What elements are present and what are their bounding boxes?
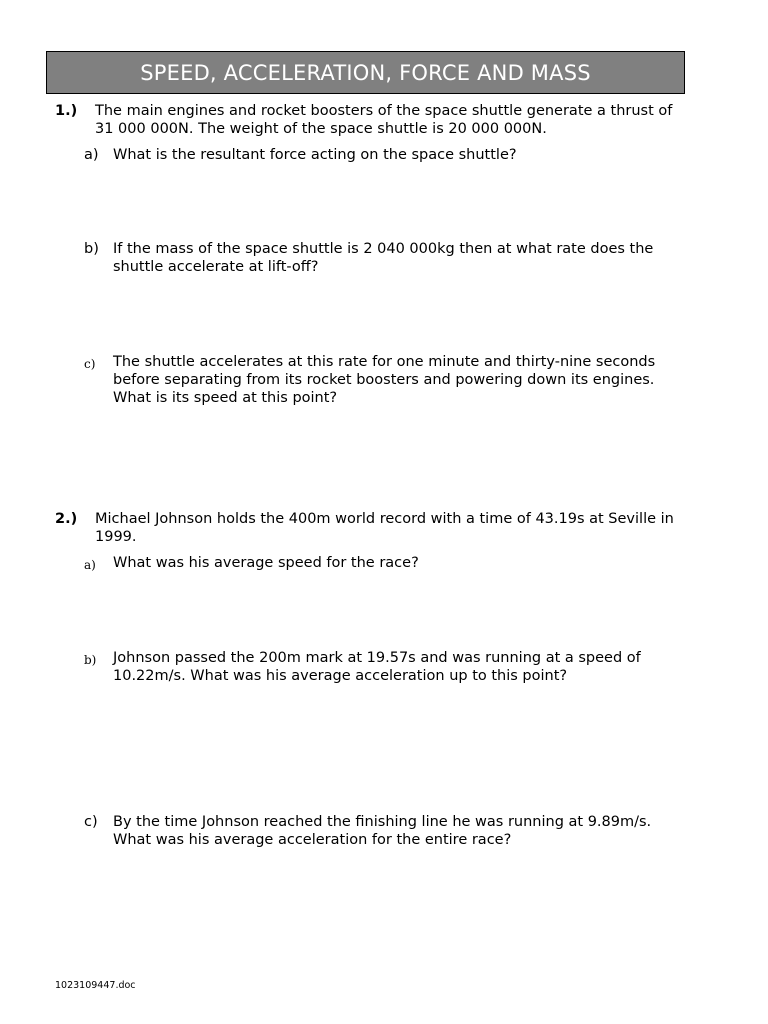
question-text: Michael Johnson holds the 400m world record with a time of 43.19s at Seville in 1999. <box>95 511 674 545</box>
question-1-part-c <box>84 353 684 407</box>
part-label: b) <box>84 653 97 667</box>
part-text: If the mass of the space shuttle is 2 040 000kg then at what rate does the shuttle accelerate at lift-off? <box>113 241 654 275</box>
question-number: 2.) <box>55 511 78 527</box>
part-label: a) <box>84 558 96 572</box>
question-2-part-a <box>84 554 684 572</box>
question-2-part-c <box>84 813 684 849</box>
part-text: What is the resultant force acting on the space shuttle? <box>113 147 517 163</box>
part-label: c) <box>84 357 96 371</box>
question-1 <box>55 102 695 138</box>
part-text: Johnson passed the 200m mark at 19.57s and was running at a speed of 10.22m/s. What was his average acceleration up to this point? <box>113 650 641 684</box>
part-text: By the time Johnson reached the finishing line he was running at 9.89m/s. What was his average acceleration for the entire race? <box>113 814 652 848</box>
question-1-part-b <box>84 240 684 276</box>
part-label: a) <box>84 147 99 163</box>
question-2-part-b <box>84 649 684 685</box>
question-text: The main engines and rocket boosters of the space shuttle generate a thrust of 31 000 000N. The weight of the space shuttle is 20 000 000N. <box>95 103 673 137</box>
question-2 <box>55 510 695 546</box>
part-text: What was his average speed for the race? <box>113 555 419 571</box>
question-1-part-a <box>84 146 684 164</box>
footer-filename: 1023109447.doc <box>55 980 136 991</box>
title-bar <box>46 51 685 94</box>
page-title: SPEED, ACCELERATION, FORCE AND MASS <box>140 60 591 85</box>
part-text: The shuttle accelerates at this rate for one minute and thirty-nine seconds before separating from its rocket boosters and powering down its engines. What is its speed at this point? <box>113 354 656 406</box>
part-label: c) <box>84 814 98 830</box>
question-number: 1.) <box>55 103 78 119</box>
part-label: b) <box>84 241 99 257</box>
